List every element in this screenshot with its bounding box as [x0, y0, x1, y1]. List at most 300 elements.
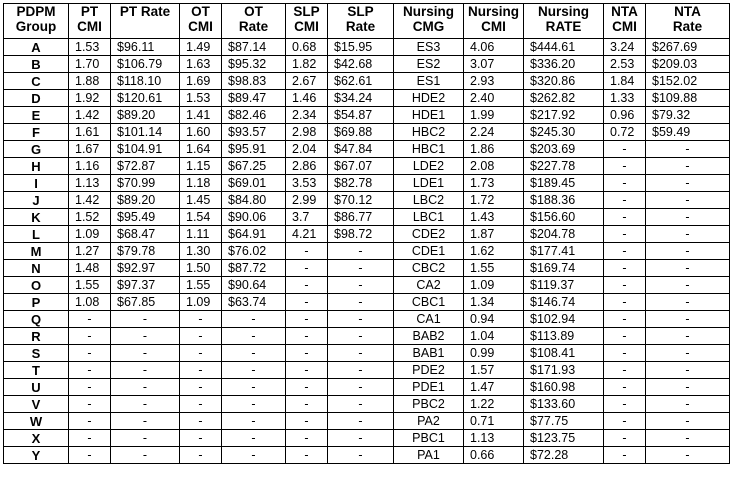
- table-cell: $109.88: [646, 90, 730, 107]
- group-cell: P: [4, 294, 69, 311]
- table-cell: 2.99: [286, 192, 328, 209]
- table-cell: $267.69: [646, 39, 730, 56]
- table-cell: -: [328, 430, 394, 447]
- table-row: [4, 328, 730, 345]
- table-cell: PA1: [394, 447, 464, 464]
- table-cell: 0.72: [604, 124, 646, 141]
- table-cell: $336.20: [524, 56, 604, 73]
- table-cell: $67.25: [222, 158, 286, 175]
- table-row: [4, 175, 730, 192]
- table-cell: 2.93: [464, 73, 524, 90]
- table-cell: -: [286, 260, 328, 277]
- table-cell: CDE1: [394, 243, 464, 260]
- table-row: [4, 379, 730, 396]
- table-cell: -: [328, 277, 394, 294]
- table-cell: $95.32: [222, 56, 286, 73]
- table-cell: -: [69, 396, 111, 413]
- table-cell: 1.92: [69, 90, 111, 107]
- group-cell: S: [4, 345, 69, 362]
- table-cell: -: [286, 379, 328, 396]
- table-cell: 1.27: [69, 243, 111, 260]
- table-row: [4, 311, 730, 328]
- table-cell: -: [111, 396, 180, 413]
- group-cell: O: [4, 277, 69, 294]
- table-cell: $68.47: [111, 226, 180, 243]
- table-cell: 1.16: [69, 158, 111, 175]
- group-cell: T: [4, 362, 69, 379]
- table-cell: 2.08: [464, 158, 524, 175]
- table-cell: $204.78: [524, 226, 604, 243]
- table-cell: -: [111, 447, 180, 464]
- column-header: PDPM Group: [4, 4, 69, 39]
- table-cell: $245.30: [524, 124, 604, 141]
- group-cell: V: [4, 396, 69, 413]
- group-cell: I: [4, 175, 69, 192]
- table-cell: 1.84: [604, 73, 646, 90]
- group-cell: A: [4, 39, 69, 56]
- table-cell: $62.61: [328, 73, 394, 90]
- table-cell: -: [286, 430, 328, 447]
- table-cell: $15.95: [328, 39, 394, 56]
- table-cell: LBC2: [394, 192, 464, 209]
- table-cell: -: [646, 158, 730, 175]
- table-cell: -: [180, 396, 222, 413]
- table-cell: -: [111, 430, 180, 447]
- table-cell: 1.34: [464, 294, 524, 311]
- table-cell: -: [286, 413, 328, 430]
- table-cell: $101.14: [111, 124, 180, 141]
- table-cell: 3.53: [286, 175, 328, 192]
- group-cell: D: [4, 90, 69, 107]
- table-cell: PA2: [394, 413, 464, 430]
- table-cell: 2.98: [286, 124, 328, 141]
- table-cell: $209.03: [646, 56, 730, 73]
- table-cell: $96.11: [111, 39, 180, 56]
- group-cell: B: [4, 56, 69, 73]
- table-cell: -: [604, 260, 646, 277]
- table-cell: -: [286, 294, 328, 311]
- table-cell: -: [646, 209, 730, 226]
- table-cell: -: [328, 447, 394, 464]
- table-cell: -: [646, 294, 730, 311]
- table-cell: -: [646, 141, 730, 158]
- table-cell: 3.24: [604, 39, 646, 56]
- table-cell: 1.47: [464, 379, 524, 396]
- table-cell: -: [328, 345, 394, 362]
- table-cell: $87.72: [222, 260, 286, 277]
- column-header: OT Rate: [222, 4, 286, 39]
- table-cell: $113.89: [524, 328, 604, 345]
- table-cell: -: [328, 243, 394, 260]
- table-cell: $171.93: [524, 362, 604, 379]
- table-cell: -: [286, 328, 328, 345]
- table-cell: 1.04: [464, 328, 524, 345]
- table-cell: $106.79: [111, 56, 180, 73]
- table-cell: BAB1: [394, 345, 464, 362]
- table-cell: -: [646, 379, 730, 396]
- table-cell: 1.41: [180, 107, 222, 124]
- group-cell: L: [4, 226, 69, 243]
- table-cell: 4.21: [286, 226, 328, 243]
- table-cell: -: [328, 413, 394, 430]
- table-cell: $227.78: [524, 158, 604, 175]
- table-cell: -: [646, 413, 730, 430]
- table-cell: -: [180, 311, 222, 328]
- table-cell: -: [180, 447, 222, 464]
- table-cell: -: [111, 345, 180, 362]
- group-cell: W: [4, 413, 69, 430]
- table-cell: -: [328, 362, 394, 379]
- table-cell: 1.48: [69, 260, 111, 277]
- table-cell: -: [328, 328, 394, 345]
- column-header: NTA Rate: [646, 4, 730, 39]
- table-row: [4, 141, 730, 158]
- table-cell: 4.06: [464, 39, 524, 56]
- table-cell: 2.04: [286, 141, 328, 158]
- table-cell: $89.20: [111, 192, 180, 209]
- table-cell: $95.49: [111, 209, 180, 226]
- table-cell: -: [286, 311, 328, 328]
- table-row: [4, 362, 730, 379]
- table-cell: 1.60: [180, 124, 222, 141]
- table-cell: 1.70: [69, 56, 111, 73]
- table-cell: $108.41: [524, 345, 604, 362]
- table-cell: 1.42: [69, 107, 111, 124]
- table-cell: 0.68: [286, 39, 328, 56]
- table-row: [4, 447, 730, 464]
- table-cell: 1.55: [180, 277, 222, 294]
- table-cell: 1.87: [464, 226, 524, 243]
- table-row: [4, 226, 730, 243]
- table-cell: -: [646, 362, 730, 379]
- table-cell: $188.36: [524, 192, 604, 209]
- table-cell: $79.32: [646, 107, 730, 124]
- table-cell: $90.64: [222, 277, 286, 294]
- table-cell: ES2: [394, 56, 464, 73]
- table-cell: CA1: [394, 311, 464, 328]
- group-cell: E: [4, 107, 69, 124]
- column-header: NTA CMI: [604, 4, 646, 39]
- pdpm-rate-table: [3, 3, 730, 464]
- table-row: [4, 294, 730, 311]
- table-cell: $89.47: [222, 90, 286, 107]
- table-cell: -: [222, 396, 286, 413]
- group-cell: N: [4, 260, 69, 277]
- table-cell: -: [69, 430, 111, 447]
- group-cell: G: [4, 141, 69, 158]
- table-cell: -: [646, 311, 730, 328]
- table-cell: $77.75: [524, 413, 604, 430]
- table-cell: 2.34: [286, 107, 328, 124]
- table-cell: PDE2: [394, 362, 464, 379]
- table-cell: 1.61: [69, 124, 111, 141]
- table-row: [4, 39, 730, 56]
- table-cell: -: [604, 294, 646, 311]
- table-cell: 0.96: [604, 107, 646, 124]
- header-row: [4, 4, 730, 39]
- group-cell: M: [4, 243, 69, 260]
- group-cell: F: [4, 124, 69, 141]
- table-cell: $95.91: [222, 141, 286, 158]
- table-row: [4, 345, 730, 362]
- table-cell: $123.75: [524, 430, 604, 447]
- table-cell: -: [69, 362, 111, 379]
- table-cell: LDE2: [394, 158, 464, 175]
- table-cell: 1.88: [69, 73, 111, 90]
- table-cell: CA2: [394, 277, 464, 294]
- table-cell: -: [604, 243, 646, 260]
- table-cell: 1.55: [69, 277, 111, 294]
- table-cell: CBC1: [394, 294, 464, 311]
- table-cell: -: [69, 379, 111, 396]
- table-row: [4, 158, 730, 175]
- table-cell: $102.94: [524, 311, 604, 328]
- table-cell: $63.74: [222, 294, 286, 311]
- table-cell: -: [604, 209, 646, 226]
- table-cell: $160.98: [524, 379, 604, 396]
- table-cell: -: [180, 345, 222, 362]
- table-cell: -: [328, 396, 394, 413]
- group-cell: J: [4, 192, 69, 209]
- table-cell: -: [604, 192, 646, 209]
- table-cell: -: [180, 413, 222, 430]
- table-row: [4, 73, 730, 90]
- table-cell: -: [69, 345, 111, 362]
- table-cell: -: [604, 345, 646, 362]
- table-cell: -: [286, 447, 328, 464]
- table-cell: $70.99: [111, 175, 180, 192]
- table-cell: -: [111, 379, 180, 396]
- group-cell: K: [4, 209, 69, 226]
- table-cell: -: [646, 260, 730, 277]
- table-cell: 1.09: [464, 277, 524, 294]
- table-cell: 1.46: [286, 90, 328, 107]
- group-cell: C: [4, 73, 69, 90]
- table-cell: 1.82: [286, 56, 328, 73]
- table-cell: 1.30: [180, 243, 222, 260]
- table-cell: 0.99: [464, 345, 524, 362]
- table-row: [4, 413, 730, 430]
- table-cell: -: [646, 328, 730, 345]
- table-cell: -: [222, 311, 286, 328]
- table-cell: $42.68: [328, 56, 394, 73]
- table-cell: 1.57: [464, 362, 524, 379]
- table-cell: -: [646, 192, 730, 209]
- table-body: [4, 39, 730, 464]
- table-cell: $82.46: [222, 107, 286, 124]
- column-header: SLP Rate: [328, 4, 394, 39]
- group-cell: R: [4, 328, 69, 345]
- table-cell: PBC2: [394, 396, 464, 413]
- column-header: Nursing RATE: [524, 4, 604, 39]
- table-cell: 2.40: [464, 90, 524, 107]
- table-cell: $59.49: [646, 124, 730, 141]
- table-cell: $89.20: [111, 107, 180, 124]
- table-cell: -: [646, 396, 730, 413]
- table-cell: -: [222, 447, 286, 464]
- table-cell: -: [604, 362, 646, 379]
- table-cell: -: [69, 311, 111, 328]
- table-cell: $152.02: [646, 73, 730, 90]
- table-cell: -: [646, 226, 730, 243]
- table-cell: -: [604, 447, 646, 464]
- table-cell: 1.54: [180, 209, 222, 226]
- table-row: [4, 124, 730, 141]
- table-cell: 1.22: [464, 396, 524, 413]
- table-cell: $64.91: [222, 226, 286, 243]
- table-cell: 1.99: [464, 107, 524, 124]
- column-header: Nursing CMG: [394, 4, 464, 39]
- column-header: OT CMI: [180, 4, 222, 39]
- table-cell: $34.24: [328, 90, 394, 107]
- table-cell: $92.97: [111, 260, 180, 277]
- table-cell: -: [222, 345, 286, 362]
- table-cell: $119.37: [524, 277, 604, 294]
- table-cell: LBC1: [394, 209, 464, 226]
- table-cell: LDE1: [394, 175, 464, 192]
- table-cell: -: [111, 413, 180, 430]
- table-cell: -: [222, 430, 286, 447]
- table-cell: $93.57: [222, 124, 286, 141]
- table-cell: -: [604, 430, 646, 447]
- table-cell: 1.13: [69, 175, 111, 192]
- table-cell: -: [646, 430, 730, 447]
- table-cell: $70.12: [328, 192, 394, 209]
- table-cell: CBC2: [394, 260, 464, 277]
- table-cell: -: [328, 294, 394, 311]
- table-cell: 1.86: [464, 141, 524, 158]
- table-cell: 1.62: [464, 243, 524, 260]
- table-cell: 1.53: [69, 39, 111, 56]
- table-cell: $118.10: [111, 73, 180, 90]
- table-cell: -: [180, 430, 222, 447]
- table-cell: $217.92: [524, 107, 604, 124]
- table-cell: HDE2: [394, 90, 464, 107]
- table-cell: 2.53: [604, 56, 646, 73]
- table-cell: $146.74: [524, 294, 604, 311]
- table-cell: PBC1: [394, 430, 464, 447]
- table-cell: 2.86: [286, 158, 328, 175]
- table-cell: $79.78: [111, 243, 180, 260]
- table-cell: 1.49: [180, 39, 222, 56]
- table-cell: $98.83: [222, 73, 286, 90]
- table-cell: 1.73: [464, 175, 524, 192]
- table-cell: $177.41: [524, 243, 604, 260]
- table-cell: 1.63: [180, 56, 222, 73]
- table-cell: 1.42: [69, 192, 111, 209]
- group-cell: U: [4, 379, 69, 396]
- group-cell: Y: [4, 447, 69, 464]
- table-row: [4, 56, 730, 73]
- table-cell: -: [180, 379, 222, 396]
- table-cell: -: [180, 328, 222, 345]
- table-cell: -: [286, 277, 328, 294]
- table-cell: -: [604, 328, 646, 345]
- table-cell: $97.37: [111, 277, 180, 294]
- table-cell: BAB2: [394, 328, 464, 345]
- group-cell: X: [4, 430, 69, 447]
- table-row: [4, 243, 730, 260]
- table-cell: -: [604, 379, 646, 396]
- table-row: [4, 277, 730, 294]
- table-cell: $90.06: [222, 209, 286, 226]
- table-cell: 2.24: [464, 124, 524, 141]
- table-cell: -: [604, 141, 646, 158]
- table-cell: $54.87: [328, 107, 394, 124]
- table-cell: -: [604, 158, 646, 175]
- table-cell: $444.61: [524, 39, 604, 56]
- table-cell: $47.84: [328, 141, 394, 158]
- table-cell: -: [604, 396, 646, 413]
- table-cell: 1.13: [464, 430, 524, 447]
- table-cell: $203.69: [524, 141, 604, 158]
- table-cell: HBC2: [394, 124, 464, 141]
- table-cell: CDE2: [394, 226, 464, 243]
- table-cell: $87.14: [222, 39, 286, 56]
- table-cell: 1.55: [464, 260, 524, 277]
- table-cell: 1.43: [464, 209, 524, 226]
- table-cell: -: [111, 328, 180, 345]
- table-row: [4, 107, 730, 124]
- table-cell: -: [646, 345, 730, 362]
- table-row: [4, 260, 730, 277]
- table-cell: -: [222, 413, 286, 430]
- table-cell: $262.82: [524, 90, 604, 107]
- table-cell: 1.15: [180, 158, 222, 175]
- table-cell: 2.67: [286, 73, 328, 90]
- table-cell: -: [646, 243, 730, 260]
- table-cell: HDE1: [394, 107, 464, 124]
- table-cell: -: [222, 379, 286, 396]
- table-cell: -: [286, 345, 328, 362]
- table-cell: 0.71: [464, 413, 524, 430]
- table-cell: -: [604, 311, 646, 328]
- table-cell: 1.45: [180, 192, 222, 209]
- column-header: Nursing CMI: [464, 4, 524, 39]
- table-cell: 0.66: [464, 447, 524, 464]
- table-row: [4, 90, 730, 107]
- table-cell: $69.88: [328, 124, 394, 141]
- table-cell: $169.74: [524, 260, 604, 277]
- table-cell: -: [69, 447, 111, 464]
- table-cell: 1.69: [180, 73, 222, 90]
- column-header: PT Rate: [111, 4, 180, 39]
- table-cell: 1.18: [180, 175, 222, 192]
- table-cell: -: [328, 379, 394, 396]
- group-cell: H: [4, 158, 69, 175]
- table-cell: $133.60: [524, 396, 604, 413]
- table-cell: -: [328, 311, 394, 328]
- table-cell: 1.09: [180, 294, 222, 311]
- table-cell: -: [69, 413, 111, 430]
- table-cell: 3.7: [286, 209, 328, 226]
- table-cell: $67.85: [111, 294, 180, 311]
- table-cell: $69.01: [222, 175, 286, 192]
- table-cell: $156.60: [524, 209, 604, 226]
- table-cell: 3.07: [464, 56, 524, 73]
- table-cell: $86.77: [328, 209, 394, 226]
- table-row: [4, 209, 730, 226]
- table-cell: $76.02: [222, 243, 286, 260]
- table-cell: -: [180, 362, 222, 379]
- column-header: SLP CMI: [286, 4, 328, 39]
- table-cell: -: [69, 328, 111, 345]
- table-cell: 1.53: [180, 90, 222, 107]
- table-cell: -: [111, 311, 180, 328]
- table-cell: -: [222, 328, 286, 345]
- table-cell: ES1: [394, 73, 464, 90]
- table-cell: HBC1: [394, 141, 464, 158]
